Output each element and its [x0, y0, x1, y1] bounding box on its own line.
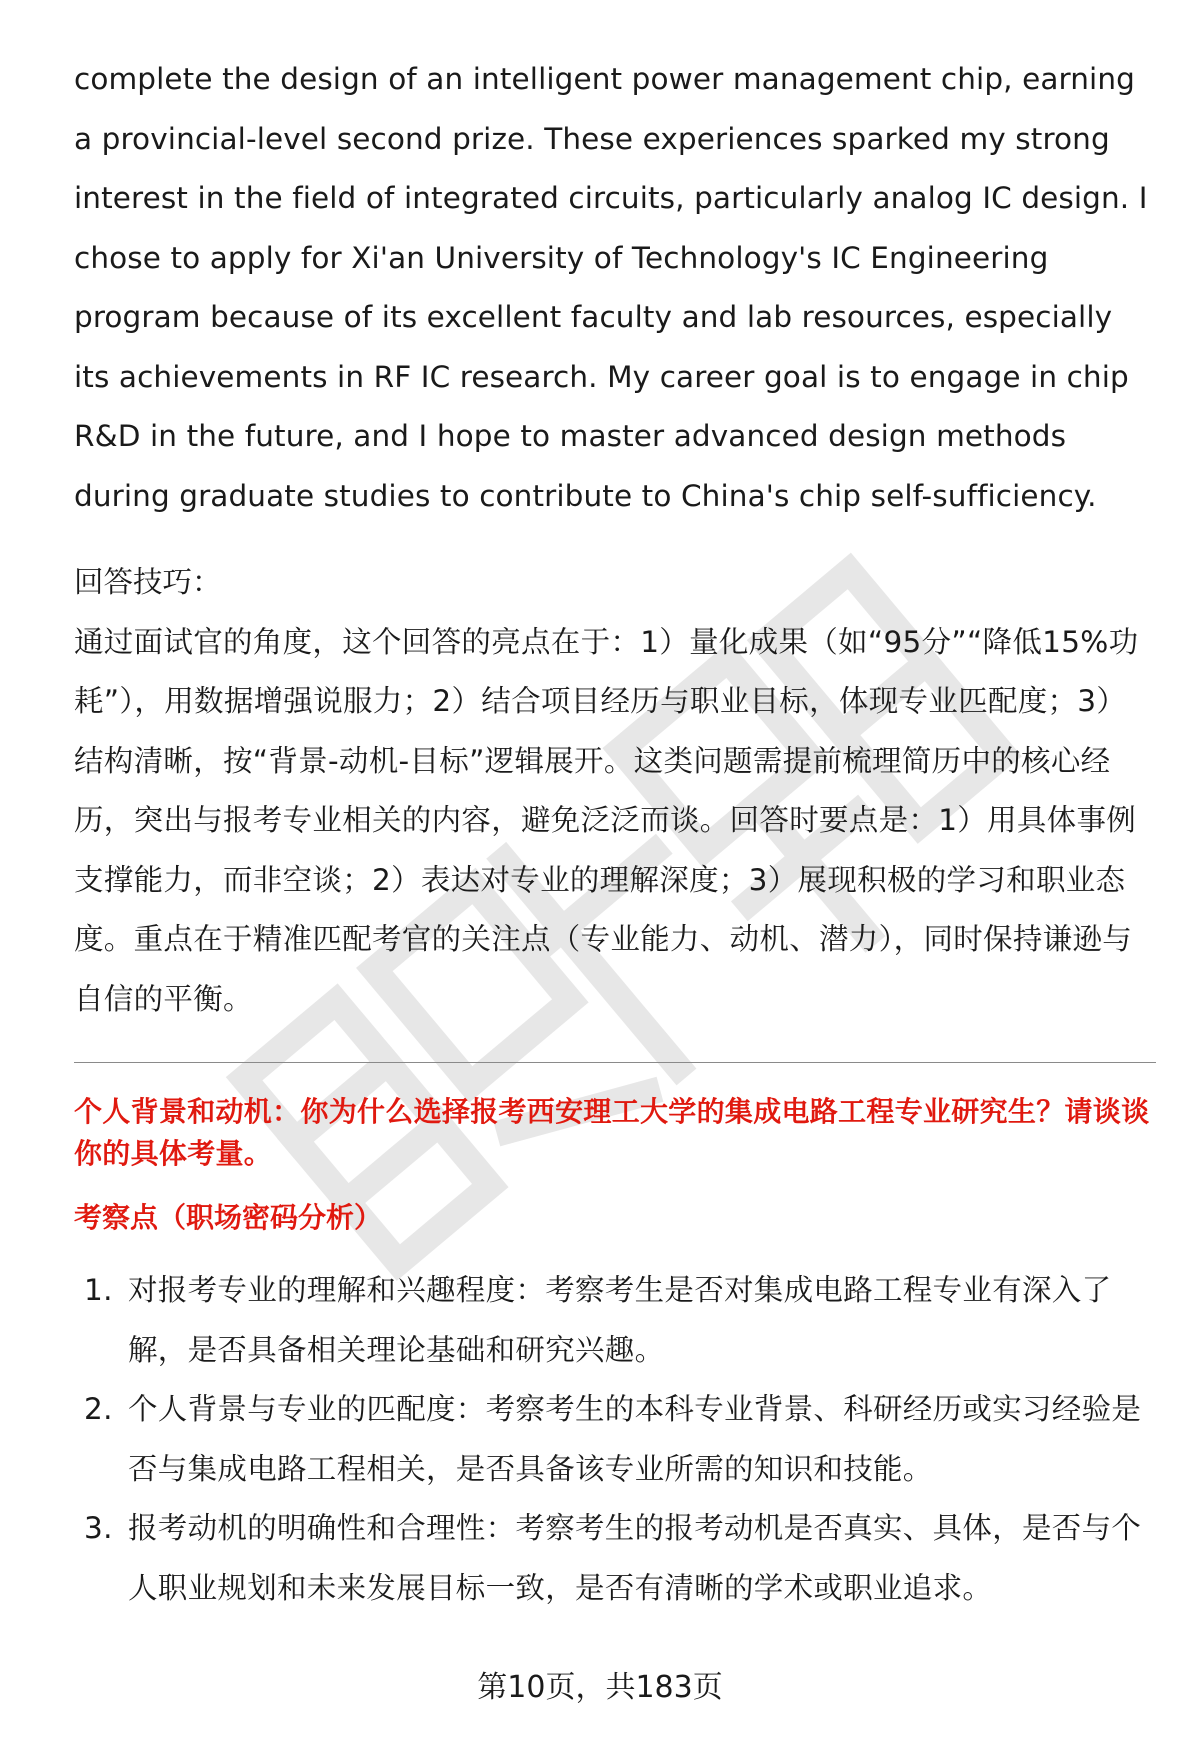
- list-item-text: 对报考专业的理解和兴趣程度：考察考生是否对集成电路工程专业有深入了解，是否具备相关理论基础和研究兴趣。: [128, 1273, 1112, 1367]
- page-content: [74, 50, 1154, 1618]
- tips-heading: 回答技巧：: [74, 565, 222, 599]
- list-item: [74, 1380, 1154, 1499]
- section-divider: [74, 1062, 1156, 1063]
- list-item: [74, 1499, 1154, 1618]
- list-item-number: 3.: [84, 1511, 113, 1545]
- tips-paragraph: 通过面试官的角度，这个回答的亮点在于：1）量化成果（如“95分”“降低15%功耗”），用数据增强说服力；2）结合项目经历与职业目标，体现专业匹配度；3）结构清晰，按“背景-动机-目标”逻辑展开。这类问题需提前梳理简历中的核心经历，突出与报考专业相关的内容，避免泛泛而谈。回答时要点是：1）用具体事例支撑能力，而非空谈；2）表达对专业的理解深度；3）展现积极的学习和职业态度。重点在于精准匹配考官的关注点（专业能力、动机、潜力），同时保持谦逊与自信的平衡。: [74, 624, 1139, 1016]
- list-item-number: 2.: [84, 1392, 113, 1426]
- page-number: 第10页，共183页: [477, 1670, 723, 1705]
- analysis-points-list: [74, 1261, 1154, 1618]
- answer-paragraph: complete the design of an intelligent power management chip, earning a provincial-level second prize. These experiences sparked my strong interest in the field of integrated circuits, particularly analog IC design. I chose to apply for Xi'an University of Technology's IC Engineering program because of its excellent faculty and lab resources, especially its achievements in RF IC research. My career goal is to engage in chip R&D in the future, and I hope to master advanced design methods during graduate studies to contribute to China's chip self-sufficiency.: [74, 62, 1148, 513]
- list-item-text: 报考动机的明确性和合理性：考察考生的报考动机是否真实、具体，是否与个人职业规划和未来发展目标一致，是否有清晰的学术或职业追求。: [128, 1511, 1142, 1605]
- list-item-text: 个人背景与专业的匹配度：考察考生的本科专业背景、科研经历或实习经验是否与集成电路工程相关，是否具备该专业所需的知识和技能。: [128, 1392, 1142, 1486]
- question-heading: 个人背景和动机：你为什么选择报考西安理工大学的集成电路工程专业研究生？请谈谈你的具体考量。: [74, 1095, 1150, 1170]
- analysis-title: 考察点（职场密码分析）: [74, 1201, 383, 1234]
- list-item: [74, 1261, 1154, 1380]
- list-item-number: 1.: [84, 1273, 113, 1307]
